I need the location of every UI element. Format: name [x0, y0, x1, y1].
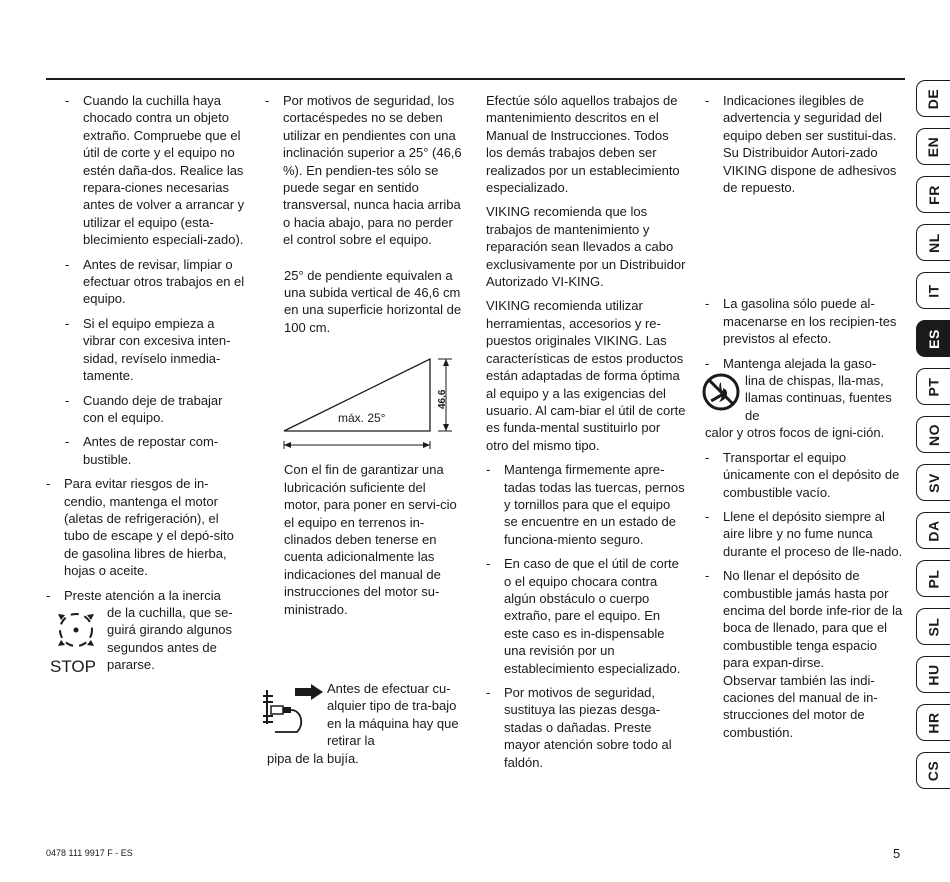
- tab-it[interactable]: IT: [916, 272, 950, 309]
- sparkplug-note: [265, 680, 465, 767]
- blade-inertia-item: - Preste atención a la inercia STOP de la cuchilla, que se-guirá girando algunos segundos antes de pararse.: [46, 587, 246, 674]
- fuel-fill-level-item: - No llenar el depósito de combustible jamás hasta por encima del borde infe-rior de la boca de llenado, para que el combustible tenga espacio para expan-dirse. Observar también las indi-caciones del manual de in-strucciones del motor de combustión.: [705, 567, 905, 741]
- list-item: - Cuando la cuchilla haya chocado contra un objeto extraño. Compruebe que el útil de corte y el equipo no estén daña-dos. Realice las repara-ciones necesarias antes de volver a arrancar y utilizar el equipo (esta-blecimiento especiali-zado).: [65, 93, 245, 248]
- open-flame-wrap: lina de chispas, lla-mas, llamas continuas, fuentes de: [745, 373, 892, 423]
- tab-hu[interactable]: HU: [916, 656, 950, 693]
- top-rule: [46, 78, 905, 80]
- maintenance-paragraph: Efectúe sólo aquellos trabajos de mantenimiento descritos en el Manual de Instrucciones. Todos los demás trabajos deben ser realizados por un establecimiento especializado.: [486, 93, 680, 196]
- slope-warning-item: - Por motivos de seguridad, los cortacéspedes no se deben utilizar en pendientes con una inclinación superior a 25° (46,6 %). En pendien-tes sólo se puede segar en sentido transversal, nunca hacia arriba o hacia abajo, para no perder el control sobre el equipo.: [265, 93, 462, 248]
- tab-pl[interactable]: PL: [916, 560, 950, 597]
- sub-list-stop-conditions: [65, 92, 246, 468]
- fire-risk-item: - Para evitar riesgos de in-cendio, mantenga el motor (aletas de refrigeración), el tubo de escape y el depó-sito de gasolina libres de hierba, hojas o aceite.: [46, 476, 234, 579]
- tab-fr[interactable]: FR: [916, 176, 950, 213]
- viking-dealer-paragraph: VIKING recomienda que los trabajos de mantenimiento y reparación sean llevados a cabo exclusivamente por un Distribuidor Autorizado VI-KING.: [486, 204, 686, 290]
- blade-inertia-first-line: Preste atención a la inercia: [64, 587, 221, 603]
- open-flame-item: - Mantenga alejada la gaso- lina de chispas, lla-mas, llamas continuas, fuentes de calor y otros focos de igni-ción.: [705, 355, 905, 442]
- document-code: 0478 111 9917 F - ES: [46, 848, 133, 858]
- list-item: - En caso de que el útil de corte o el equipo chocara contra algún obstáculo o cuerpo extraño, pare el equipo. En este caso es in-dispensable una revisión por un establecimiento especializado.: [486, 556, 681, 676]
- column-1: [46, 92, 246, 681]
- list-item: - Antes de repostar com-bustible.: [65, 434, 219, 467]
- list-item: - Si el equipo empieza a vibrar con excesiva inten-sidad, revíselo inmedia-tamente.: [65, 315, 231, 384]
- list-item: - Llene el depósito siempre al aire libre y no fume nunca durante el proceso de lle-nado.: [705, 508, 903, 559]
- stop-label: STOP: [50, 657, 96, 677]
- fuel-storage-item: - La gasolina sólo puede al-macenarse en los recipien-tes previstos al efecto.: [705, 296, 897, 347]
- slope-note: 25° de pendiente equivalen a una subida vertical de 46,6 cm en una superficie horizontal de 100 cm.: [284, 267, 462, 335]
- column-4: [705, 92, 905, 748]
- engine-manual-note: Observar también las indi-caciones del manual de in-strucciones del motor de combustión.: [723, 672, 878, 740]
- sparkplug-text-tail: pipa de la bujía.: [267, 750, 359, 766]
- sparkplug-text: Antes de efectuar cu-alquier tipo de tra-bajo en la máquina hay que retirar la: [327, 680, 459, 749]
- tab-da[interactable]: DA: [916, 512, 950, 549]
- tab-es[interactable]: ES: [916, 320, 950, 357]
- list-item: - Mantenga firmemente apre-tadas todas las tuercas, pernos y tornillos para que el equipo se encuentre en un estado de funciona-miento seguro.: [486, 462, 685, 547]
- list-item: - Transportar el equipo únicamente con el depósito de combustible vacío.: [705, 449, 900, 500]
- slope-diagram: [278, 343, 465, 453]
- diagram-height-label: 46,6: [437, 389, 448, 410]
- blade-inertia-rest: de la cuchilla, que se-guirá girando algunos segundos antes de pararse.: [107, 604, 233, 673]
- tab-de[interactable]: DE: [916, 80, 950, 117]
- page-number: 5: [893, 846, 901, 861]
- diagram-angle-label: máx. 25°: [338, 411, 386, 426]
- tab-en[interactable]: EN: [916, 128, 950, 165]
- tab-sv[interactable]: SV: [916, 464, 950, 501]
- list-item: - Antes de revisar, limpiar o efectuar otros trabajos en el equipo.: [65, 256, 245, 307]
- tab-cs[interactable]: CS: [916, 752, 950, 789]
- warning-labels-item: - Indicaciones ilegibles de advertencia y seguridad del equipo deben ser sustitui-das. Su Distribuidor Autori-zado VIKING dispone de adhesivos de repuesto.: [705, 93, 897, 196]
- tab-no[interactable]: NO: [916, 416, 950, 453]
- list-item: - Por motivos de seguridad, sustituya las piezas desga-stadas o dañadas. Preste mayor atención sobre todo al faldón.: [486, 685, 672, 770]
- blade-stop-icon: [48, 606, 106, 677]
- tab-hr[interactable]: HR: [916, 704, 950, 741]
- original-parts-paragraph: VIKING recomienda utilizar herramientas, accesorios y re-puestos originales VIKING. Las características de estos productos están adaptadas de forma óptima al equipo y a las exigencias del usuario. Al cam-biar el útil de corte es funda-mental sustituirlo por otro del mismo tipo.: [486, 298, 686, 453]
- open-flame-tail: calor y otros focos de igni-ción.: [705, 425, 885, 441]
- lubrication-note: Con el fin de garantizar una lubricación suficiente del motor, para poner en servi-cio el equipo en terrenos in-clinados deben tenerse en cuenta adicionalmente las indicaciones del manual de instrucciones del motor su-ministrado.: [284, 462, 457, 617]
- no-fire-icon: [701, 372, 741, 412]
- spark-plug-icon: [261, 684, 325, 740]
- tab-pt[interactable]: PT: [916, 368, 950, 405]
- tab-nl[interactable]: NL: [916, 224, 950, 261]
- list-item: - Cuando deje de trabajar con el equipo.: [65, 392, 223, 425]
- column-3: [486, 92, 686, 778]
- tab-sl[interactable]: SL: [916, 608, 950, 645]
- column-2: [265, 92, 465, 767]
